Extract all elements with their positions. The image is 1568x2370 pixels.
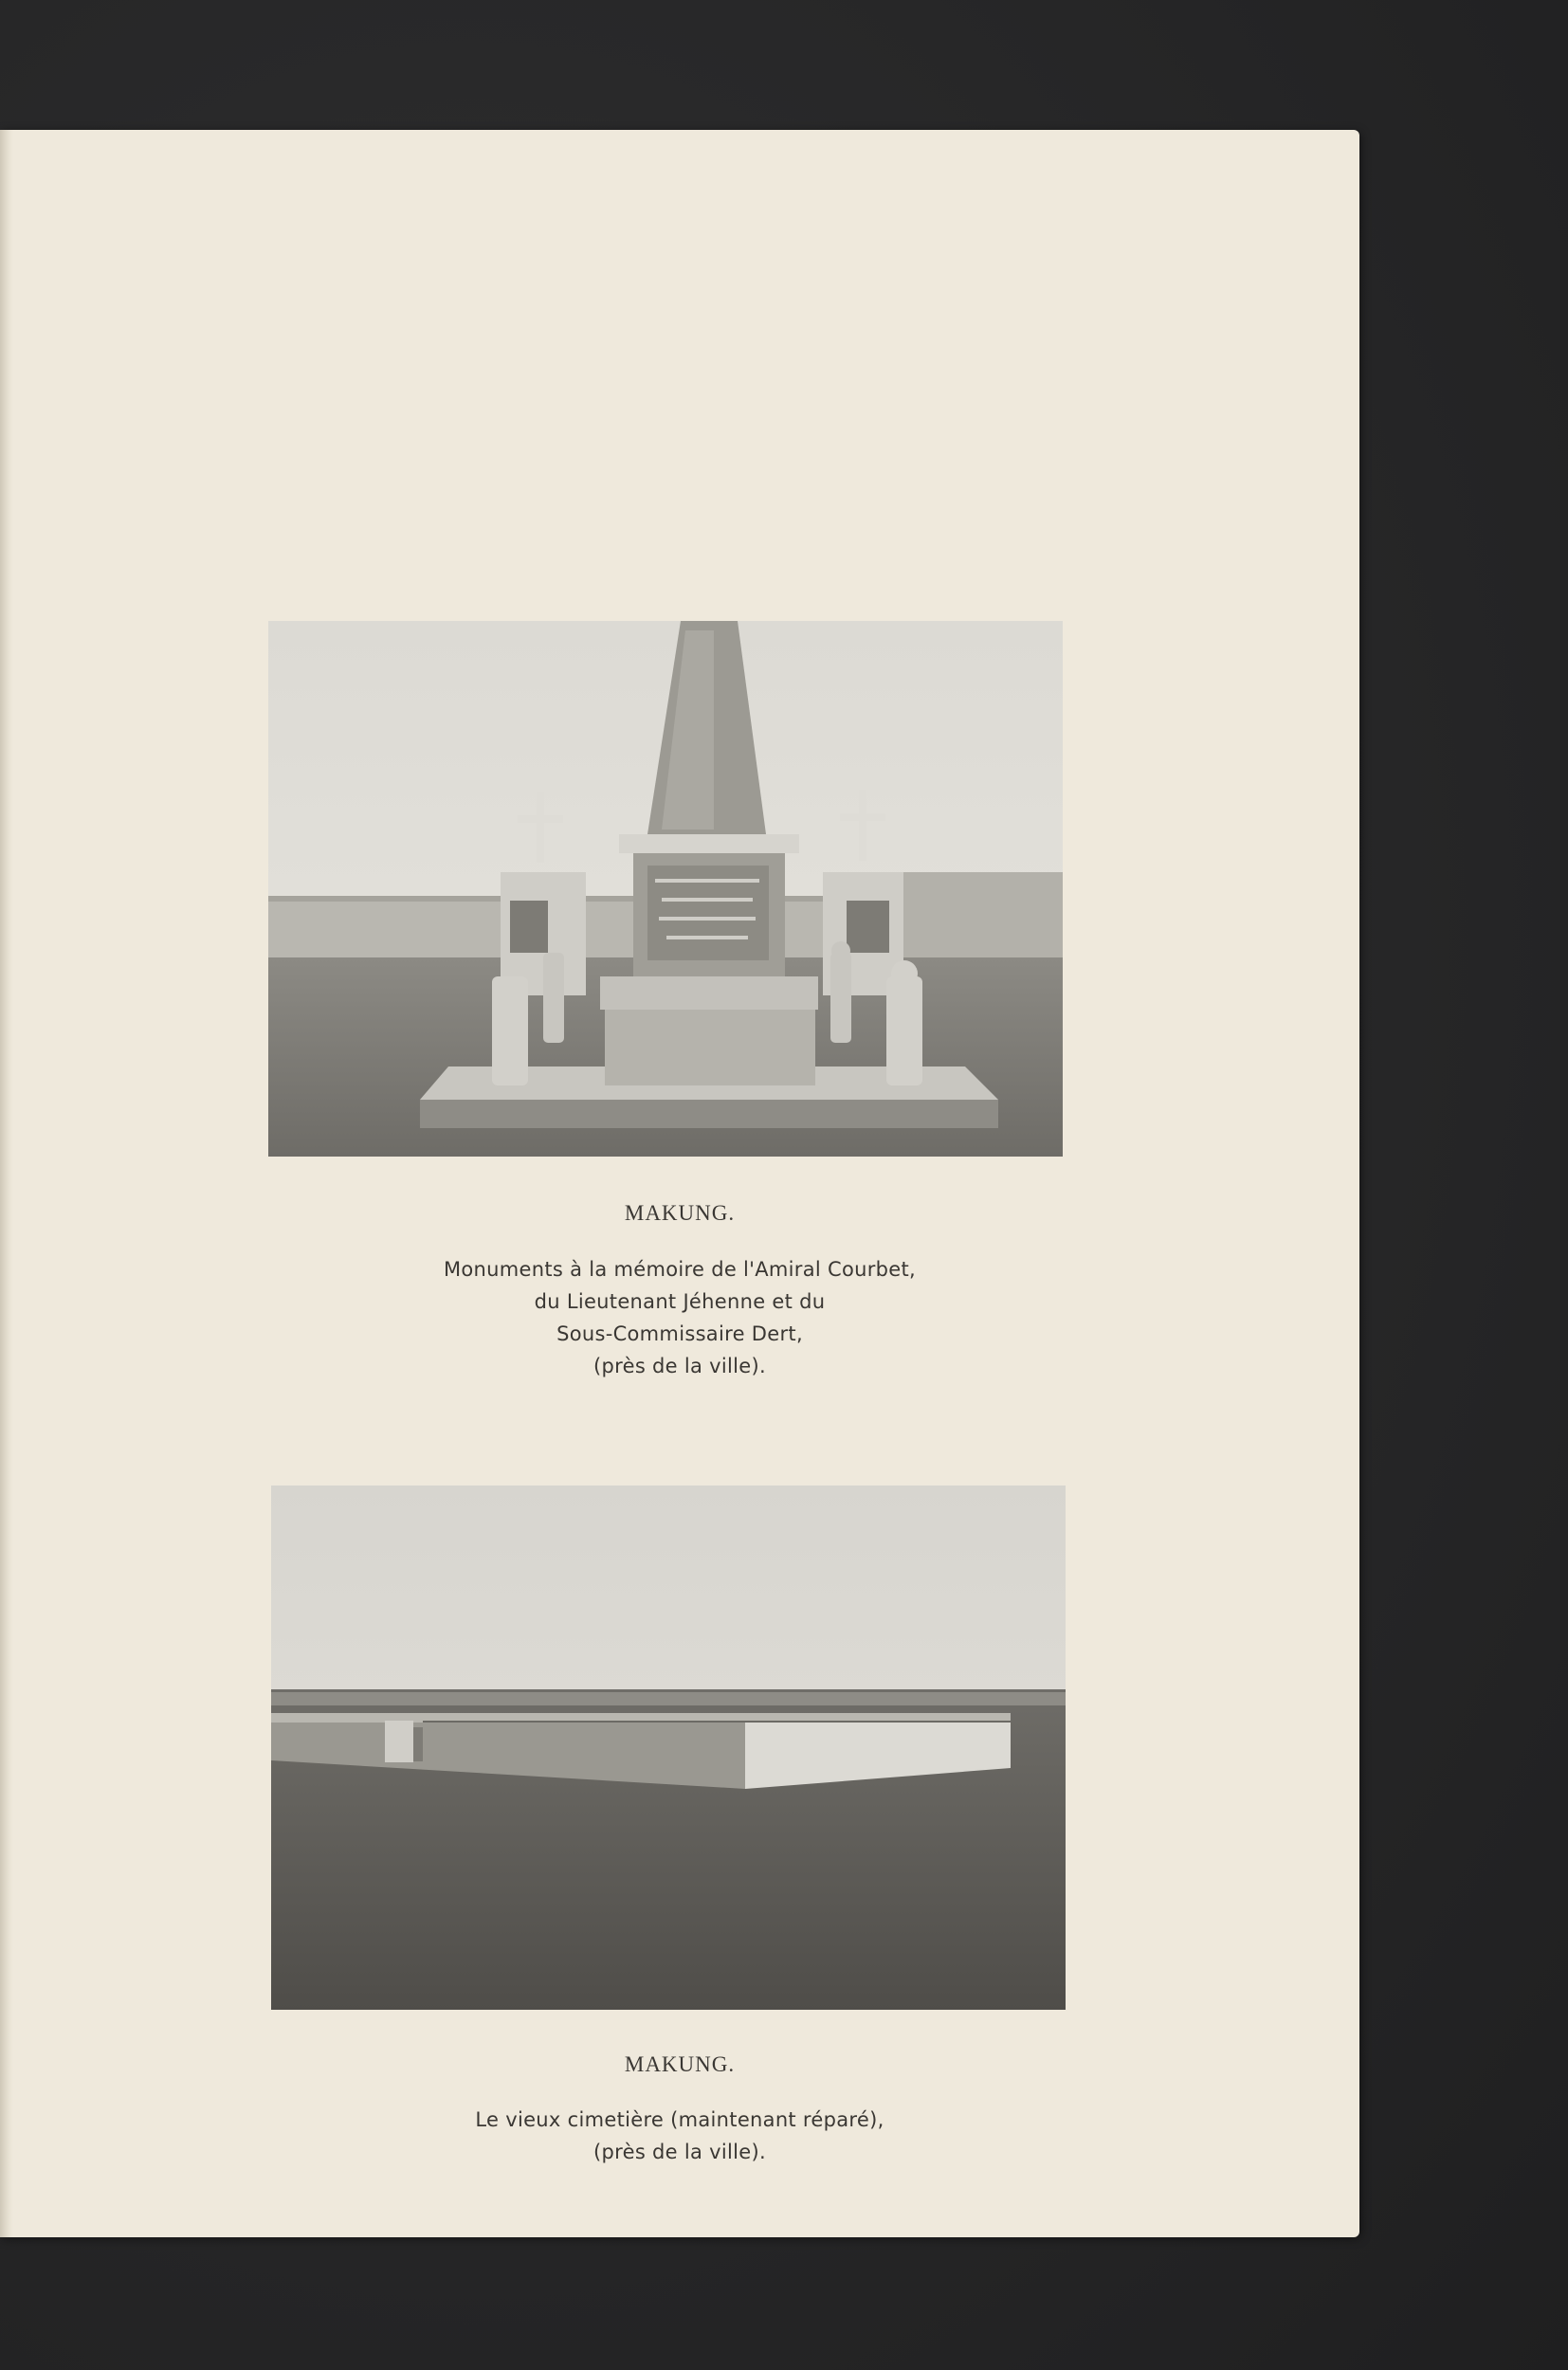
- plate-1-heading: MAKUNG.: [624, 1201, 736, 1225]
- photo-monuments: [268, 621, 1063, 1157]
- plate-2-caption: [0, 2104, 1359, 2168]
- book-page: [0, 130, 1359, 2237]
- caption-line: (près de la ville).: [593, 1355, 766, 1377]
- caption-line: Le vieux cimetière (maintenant réparé),: [475, 2108, 884, 2131]
- caption-line: (près de la ville).: [593, 2141, 766, 2163]
- caption-line: du Lieutenant Jéhenne et du: [534, 1290, 826, 1313]
- plate-2-heading: MAKUNG.: [624, 2052, 736, 2076]
- caption-line: Sous-Commissaire Dert,: [556, 1322, 803, 1345]
- plate-1-caption: [0, 1253, 1359, 1382]
- photo-old-cemetery: [271, 1486, 1066, 2010]
- caption-line: Monuments à la mémoire de l'Amiral Courbet,: [443, 1258, 917, 1281]
- page-gutter: [0, 130, 13, 2237]
